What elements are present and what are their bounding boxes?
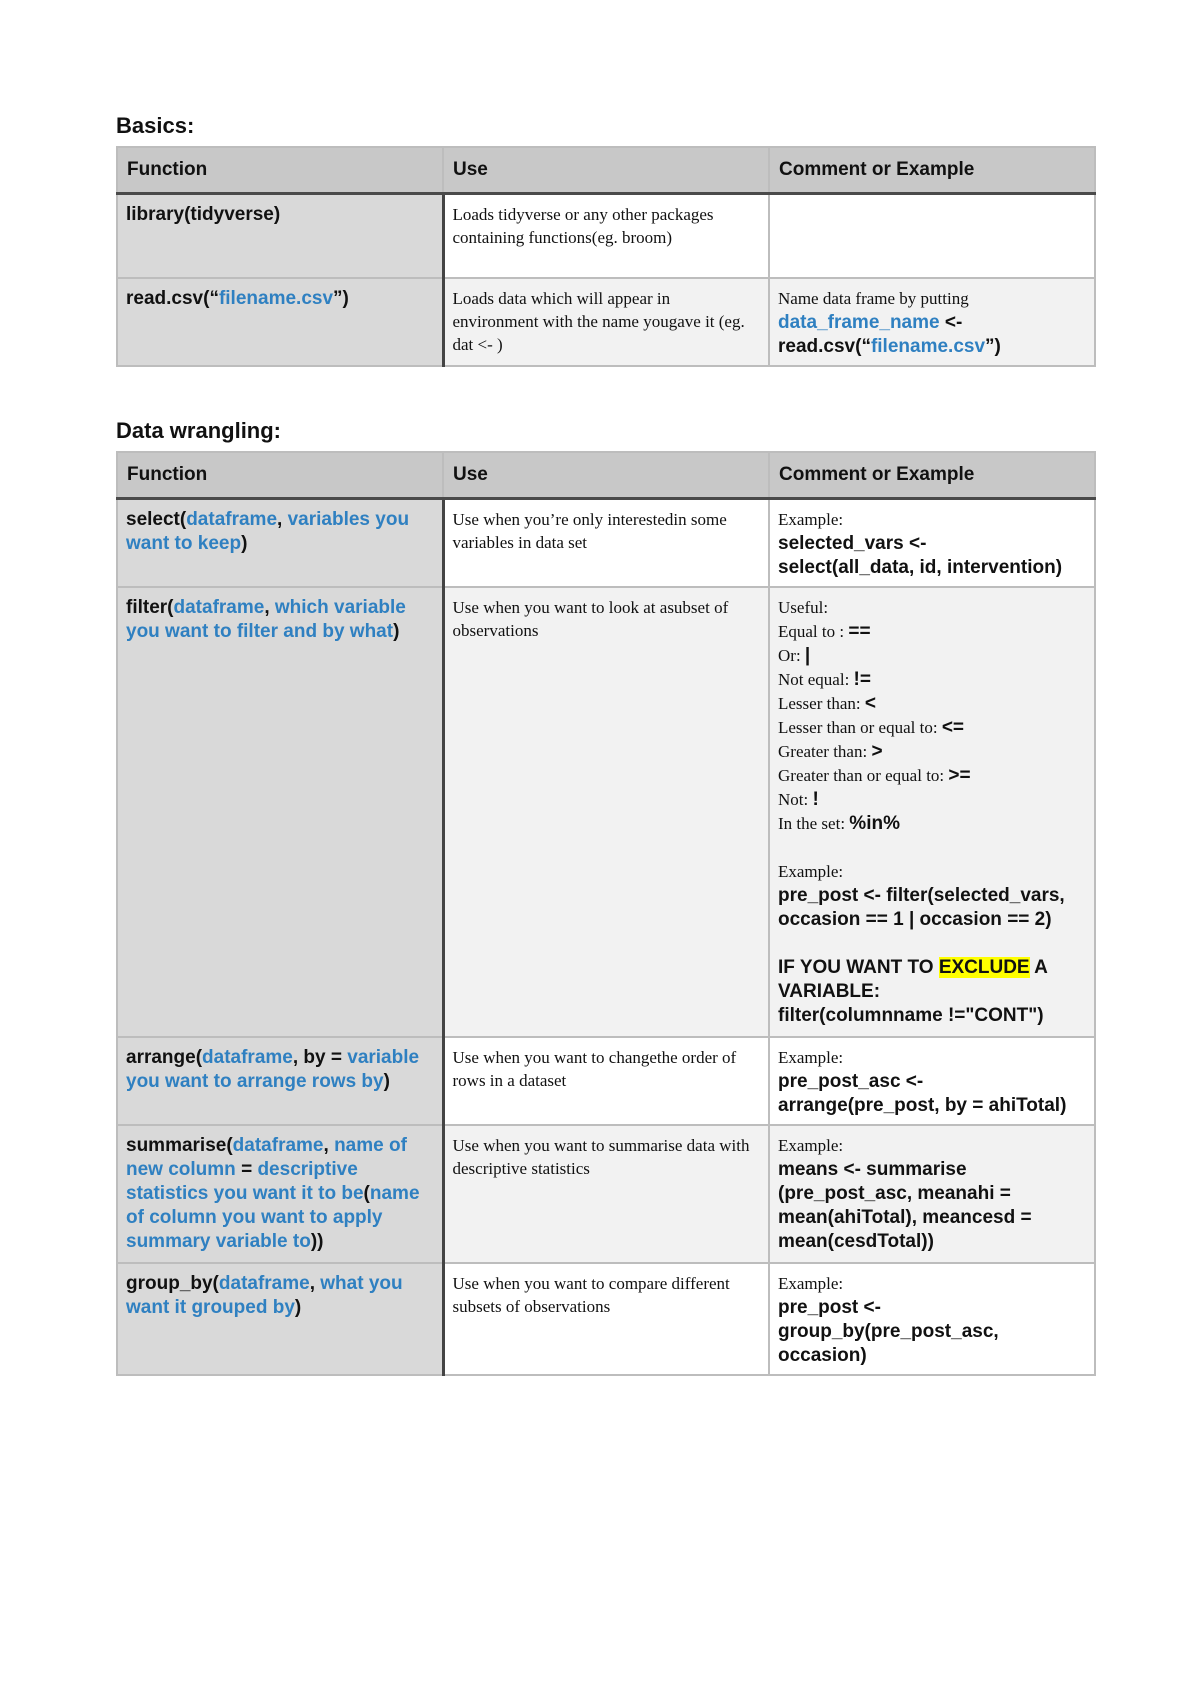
argument-text: variable you want to arrange rows by: [126, 1046, 420, 1092]
function-close: ): [294, 1296, 302, 1318]
exclude-text: A: [1029, 956, 1048, 978]
use-cell: Use when you’re only interestedin some variables in data set: [443, 498, 769, 587]
operator-symbol: <=: [941, 716, 965, 738]
example-code: pre_post <- filter(selected_vars,: [778, 884, 1065, 906]
operator-label: Lesser than or equal to:: [778, 717, 942, 737]
function-name: select(: [126, 508, 187, 530]
highlighted-word: EXCLUDE: [938, 956, 1030, 978]
argument-text: filename.csv: [870, 335, 986, 357]
separator: =: [235, 1158, 258, 1180]
separator: ,: [323, 1134, 335, 1156]
column-header-use: Use: [443, 452, 769, 499]
example-label: Example:: [778, 861, 844, 881]
operator-item: [778, 692, 1086, 716]
function-cell: [117, 587, 443, 1037]
variable-name: data_frame_name: [778, 311, 940, 333]
function-close: ): [383, 1070, 390, 1092]
function-name: group_by(: [126, 1272, 219, 1294]
example-code: pre_post_asc <-: [778, 1070, 924, 1092]
operator-item: [778, 716, 1086, 740]
use-cell: Use when you want to compare different subsets of observations: [443, 1263, 769, 1375]
operator-symbol: |: [804, 644, 811, 666]
use-cell: Loads tidyverse or any other packages containing functions(eg. broom): [443, 194, 769, 278]
function-name: library(tidyverse): [126, 204, 281, 225]
example-code: pre_post <-: [778, 1296, 881, 1318]
argument-text: descriptive statistics you want it to be: [126, 1158, 364, 1204]
example-code: selected_vars <-: [778, 532, 927, 554]
argument-text: dataframe: [202, 1046, 293, 1068]
example-code: group_by(pre_post_asc,: [778, 1320, 999, 1342]
example-code: occasion): [778, 1344, 867, 1366]
example-cell: [769, 1037, 1095, 1125]
column-header-function: Function: [117, 147, 443, 194]
argument-text: dataframe: [186, 508, 278, 530]
example-cell: [769, 587, 1095, 1037]
operator-symbol: !=: [853, 668, 871, 690]
argument-text: variables you want to keep: [126, 508, 410, 554]
example-code: select(all_data, id, intervention): [778, 556, 1063, 578]
function-name: arrange(: [126, 1046, 203, 1068]
operator-item: [778, 668, 1086, 692]
operator-symbol: <: [864, 692, 876, 714]
function-cell: [117, 278, 443, 366]
basics-heading: Basics:: [116, 113, 195, 138]
example-label: Example:: [778, 509, 844, 529]
assign-operator: <-: [939, 311, 963, 333]
operator-label: Not equal:: [778, 669, 854, 689]
operator-label: Greater than:: [778, 741, 872, 761]
example-code: means <- summarise: [778, 1158, 967, 1180]
table-row: [117, 1125, 1095, 1263]
table-header-row: [117, 452, 1095, 499]
separator: ,: [309, 1272, 321, 1294]
operator-item: [778, 812, 1086, 836]
function-cell: [117, 1125, 443, 1263]
argument-text: filename.csv: [218, 287, 334, 309]
operator-item: [778, 644, 1086, 668]
example-cell: [769, 194, 1095, 278]
operator-label: Lesser than:: [778, 693, 865, 713]
argument-text: dataframe: [173, 596, 265, 618]
argument-text: name of column you want to apply summary variable to: [126, 1182, 420, 1252]
operator-symbol: >=: [948, 764, 971, 786]
wrangling-heading: Data wrangling:: [116, 417, 282, 443]
example-code: mean(cesdTotal)): [778, 1230, 934, 1252]
operator-item: [778, 740, 1086, 764]
use-cell: Loads data which will appear in environment with the name yougave it (eg. dat <- ): [443, 278, 769, 366]
use-cell: Use when you want to summarise data with descriptive statistics: [443, 1125, 769, 1263]
table-row: [117, 1037, 1095, 1125]
column-header-comment: Comment or Example: [769, 147, 1095, 194]
basics-table: [116, 146, 1096, 367]
example-label: Example:: [778, 1273, 844, 1293]
document-page: [116, 112, 1096, 1376]
example-label: Example:: [778, 1047, 844, 1067]
argument-text: name of new column: [126, 1134, 407, 1180]
operator-item: [778, 764, 1086, 788]
separator: (: [363, 1182, 370, 1204]
argument-text: dataframe: [218, 1272, 310, 1294]
argument-text: which variable you want to filter and by what: [126, 596, 406, 642]
operator-label: Or:: [778, 645, 805, 665]
function-cell: [117, 1263, 443, 1375]
use-cell: Use when you want to changethe order of rows in a dataset: [443, 1037, 769, 1125]
operator-symbol: !: [812, 788, 819, 810]
function-name: summarise(: [126, 1134, 233, 1156]
function-close: ”): [333, 287, 349, 309]
exclude-text: IF YOU WANT TO: [778, 956, 939, 978]
table-row: [117, 194, 1095, 278]
function-close: ): [393, 620, 400, 642]
table-header-row: [117, 147, 1095, 194]
table-row: [117, 587, 1095, 1037]
column-header-comment: Comment or Example: [769, 452, 1095, 499]
example-code: occasion == 1 | occasion == 2): [778, 908, 1052, 930]
separator: , by =: [292, 1046, 348, 1068]
operator-item: [778, 788, 1086, 812]
function-close: )): [310, 1230, 324, 1252]
example-code: filter(columnname !="CONT"): [778, 1004, 1044, 1026]
function-name: read.csv(“: [126, 287, 219, 309]
table-row: [117, 1263, 1095, 1375]
operator-item: [778, 620, 1086, 644]
function-name: filter(: [126, 596, 174, 618]
operator-symbol: %in%: [849, 812, 900, 834]
function-close: ): [241, 532, 248, 554]
wrangling-table: [116, 451, 1096, 1376]
exclude-note: [778, 956, 1086, 980]
argument-text: what you want it grouped by: [126, 1272, 403, 1318]
function-cell: [117, 498, 443, 587]
example-cell: [769, 1263, 1095, 1375]
separator: ,: [277, 508, 288, 530]
example-code: mean(ahiTotal), meancesd =: [778, 1206, 1032, 1228]
example-cell: [769, 1125, 1095, 1263]
function-cell: [117, 194, 443, 278]
example-code: (pre_post_asc, meanahi =: [778, 1182, 1011, 1204]
separator: ,: [264, 596, 275, 618]
example-code: arrange(pre_post, by = ahiTotal): [778, 1094, 1067, 1116]
function-name: read.csv(“: [778, 335, 871, 357]
example-cell: [769, 498, 1095, 587]
operator-symbol: ==: [848, 620, 871, 642]
example-label: Example:: [778, 1135, 844, 1155]
exclude-text: VARIABLE:: [778, 980, 881, 1002]
function-close: ”): [985, 335, 1001, 357]
example-intro: Name data frame by putting: [778, 288, 969, 308]
column-header-use: Use: [443, 147, 769, 194]
operator-label: In the set:: [778, 813, 850, 833]
use-cell: Use when you want to look at asubset of observations: [443, 587, 769, 1037]
useful-label: Useful:: [778, 597, 829, 617]
table-row: [117, 498, 1095, 587]
operator-label: Not:: [778, 789, 813, 809]
operator-label: Greater than or equal to:: [778, 765, 949, 785]
argument-text: dataframe: [232, 1134, 324, 1156]
operator-symbol: >: [871, 740, 883, 762]
example-cell: [769, 278, 1095, 366]
column-header-function: Function: [117, 452, 443, 499]
function-cell: [117, 1037, 443, 1125]
table-row: [117, 278, 1095, 366]
operator-label: Equal to :: [778, 621, 849, 641]
